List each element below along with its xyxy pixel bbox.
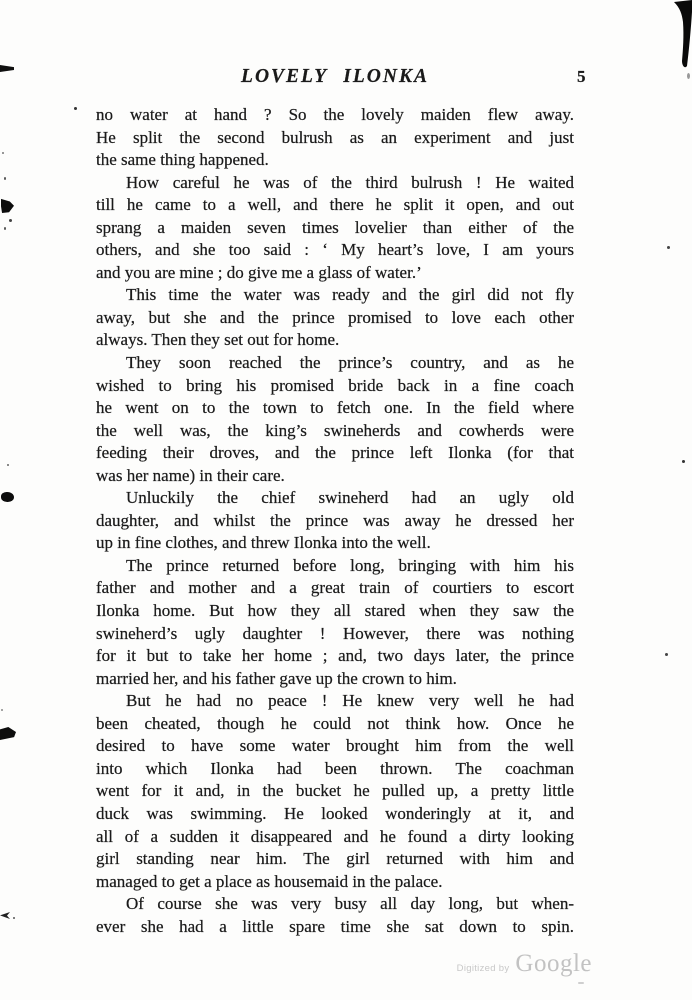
text-line: others, and she too said : ‘ My heart’s love, I am yours — [96, 240, 574, 260]
text-line: How careful he was of the third bulrush ! He waited — [126, 172, 574, 192]
text-line: he went on to the town to fetch one. In the field where — [96, 398, 574, 418]
paragraph — [96, 104, 574, 172]
text-line: They soon reached the prince’s country, and as he — [126, 353, 574, 373]
text-line: was her name) in their care. — [96, 465, 285, 485]
text-line: the same thing happened. — [96, 150, 269, 170]
paragraph — [96, 352, 574, 487]
page-number: 5 — [577, 67, 586, 86]
text-line: desired to have some water brought him from the well — [96, 736, 574, 756]
ink-mark — [682, 460, 685, 463]
text-line: and you are mine ; do give me a glass of water.’ — [96, 262, 422, 282]
ink-mark — [1, 709, 3, 711]
ink-mark — [7, 464, 9, 466]
text-line: Of course she was very busy all day long, but when- — [126, 894, 574, 914]
ink-mark — [0, 727, 16, 740]
ink-mark — [13, 917, 15, 919]
ink-mark — [1, 492, 14, 502]
text-line: daughter, and whilst the prince was away he dressed her — [96, 510, 574, 530]
corner-ink-mark — [672, 0, 692, 72]
ink-mark — [1, 197, 14, 213]
google-logo: Google — [515, 950, 592, 977]
paragraph — [96, 893, 574, 938]
ink-mark — [2, 152, 4, 154]
text-line: went for it and, in the bucket he pulled up, a pretty little — [96, 781, 574, 801]
text-line: girl standing near him. The girl returned with him and — [96, 849, 574, 869]
paragraph — [96, 690, 574, 893]
ink-mark — [578, 982, 584, 984]
paragraph — [96, 284, 574, 352]
text-block — [96, 104, 574, 938]
text-line: duck was swimming. He looked wonderingly at it, and — [96, 803, 574, 823]
text-line: no water at hand ? So the lovely maiden flew away. — [96, 105, 574, 124]
text-line: been cheated, though he could not think how. Once he — [96, 713, 574, 733]
text-line: feeding their droves, and the prince left Ilonka (for that — [96, 443, 574, 463]
text-line: up in fine clothes, and threw Ilonka into the well. — [96, 533, 431, 553]
text-line: all of a sudden it disappeared and he found a dirty looking — [96, 826, 574, 846]
ink-mark — [0, 912, 10, 919]
paragraph — [96, 487, 574, 555]
text-line: for it but to take her home ; and, two days later, the prince — [96, 646, 574, 666]
text-line: Unluckily the chief swineherd had an ugly old — [126, 488, 574, 508]
ink-mark — [0, 65, 14, 72]
text-line: The prince returned before long, bringing with him his — [126, 555, 574, 575]
running-head — [96, 66, 586, 88]
ink-mark — [667, 246, 670, 249]
ink-mark — [665, 653, 668, 656]
text-line: Ilonka home. But how they all stared when they saw the — [96, 601, 574, 621]
watermark — [452, 950, 592, 978]
text-line: He split the second bulrush as an experiment and just — [96, 127, 574, 147]
page-title: LOVELY ILONKA — [241, 66, 429, 87]
text-line: father and mother and a great train of courtiers to escort — [96, 578, 574, 598]
paragraph — [96, 555, 574, 690]
ink-mark — [4, 177, 6, 180]
watermark-text: Digitized by — [456, 963, 510, 974]
text-line: till he came to a well, and there he split it open, and out — [96, 195, 574, 215]
text-line: married her, and his father gave up the crown to him. — [96, 668, 457, 688]
ink-mark — [4, 227, 6, 230]
text-line: always. Then they set out for home. — [96, 330, 340, 350]
text-line: managed to get a place as housemaid in the palace. — [96, 871, 443, 891]
text-line: ever she had a little spare time she sat down to spin. — [96, 916, 574, 936]
text-line: wished to bring his promised bride back in a fine coach — [96, 375, 574, 395]
ink-mark — [687, 73, 690, 79]
text-line: sprang a maiden seven times lovelier than either of the — [96, 217, 574, 237]
ink-mark — [9, 219, 12, 222]
text-line: into which Ilonka had been thrown. The coachman — [96, 758, 574, 778]
text-line: But he had no peace ! He knew very well he had — [126, 691, 574, 711]
text-line: This time the water was ready and the girl did not fly — [126, 285, 574, 305]
text-line: away, but she and the prince promised to love each other — [96, 307, 574, 327]
paragraph — [96, 172, 574, 285]
text-line: the well was, the king’s swineherds and cowherds were — [96, 420, 574, 440]
text-line: swineherd’s ugly daughter ! However, there was nothing — [96, 623, 574, 643]
ink-mark — [74, 107, 77, 110]
